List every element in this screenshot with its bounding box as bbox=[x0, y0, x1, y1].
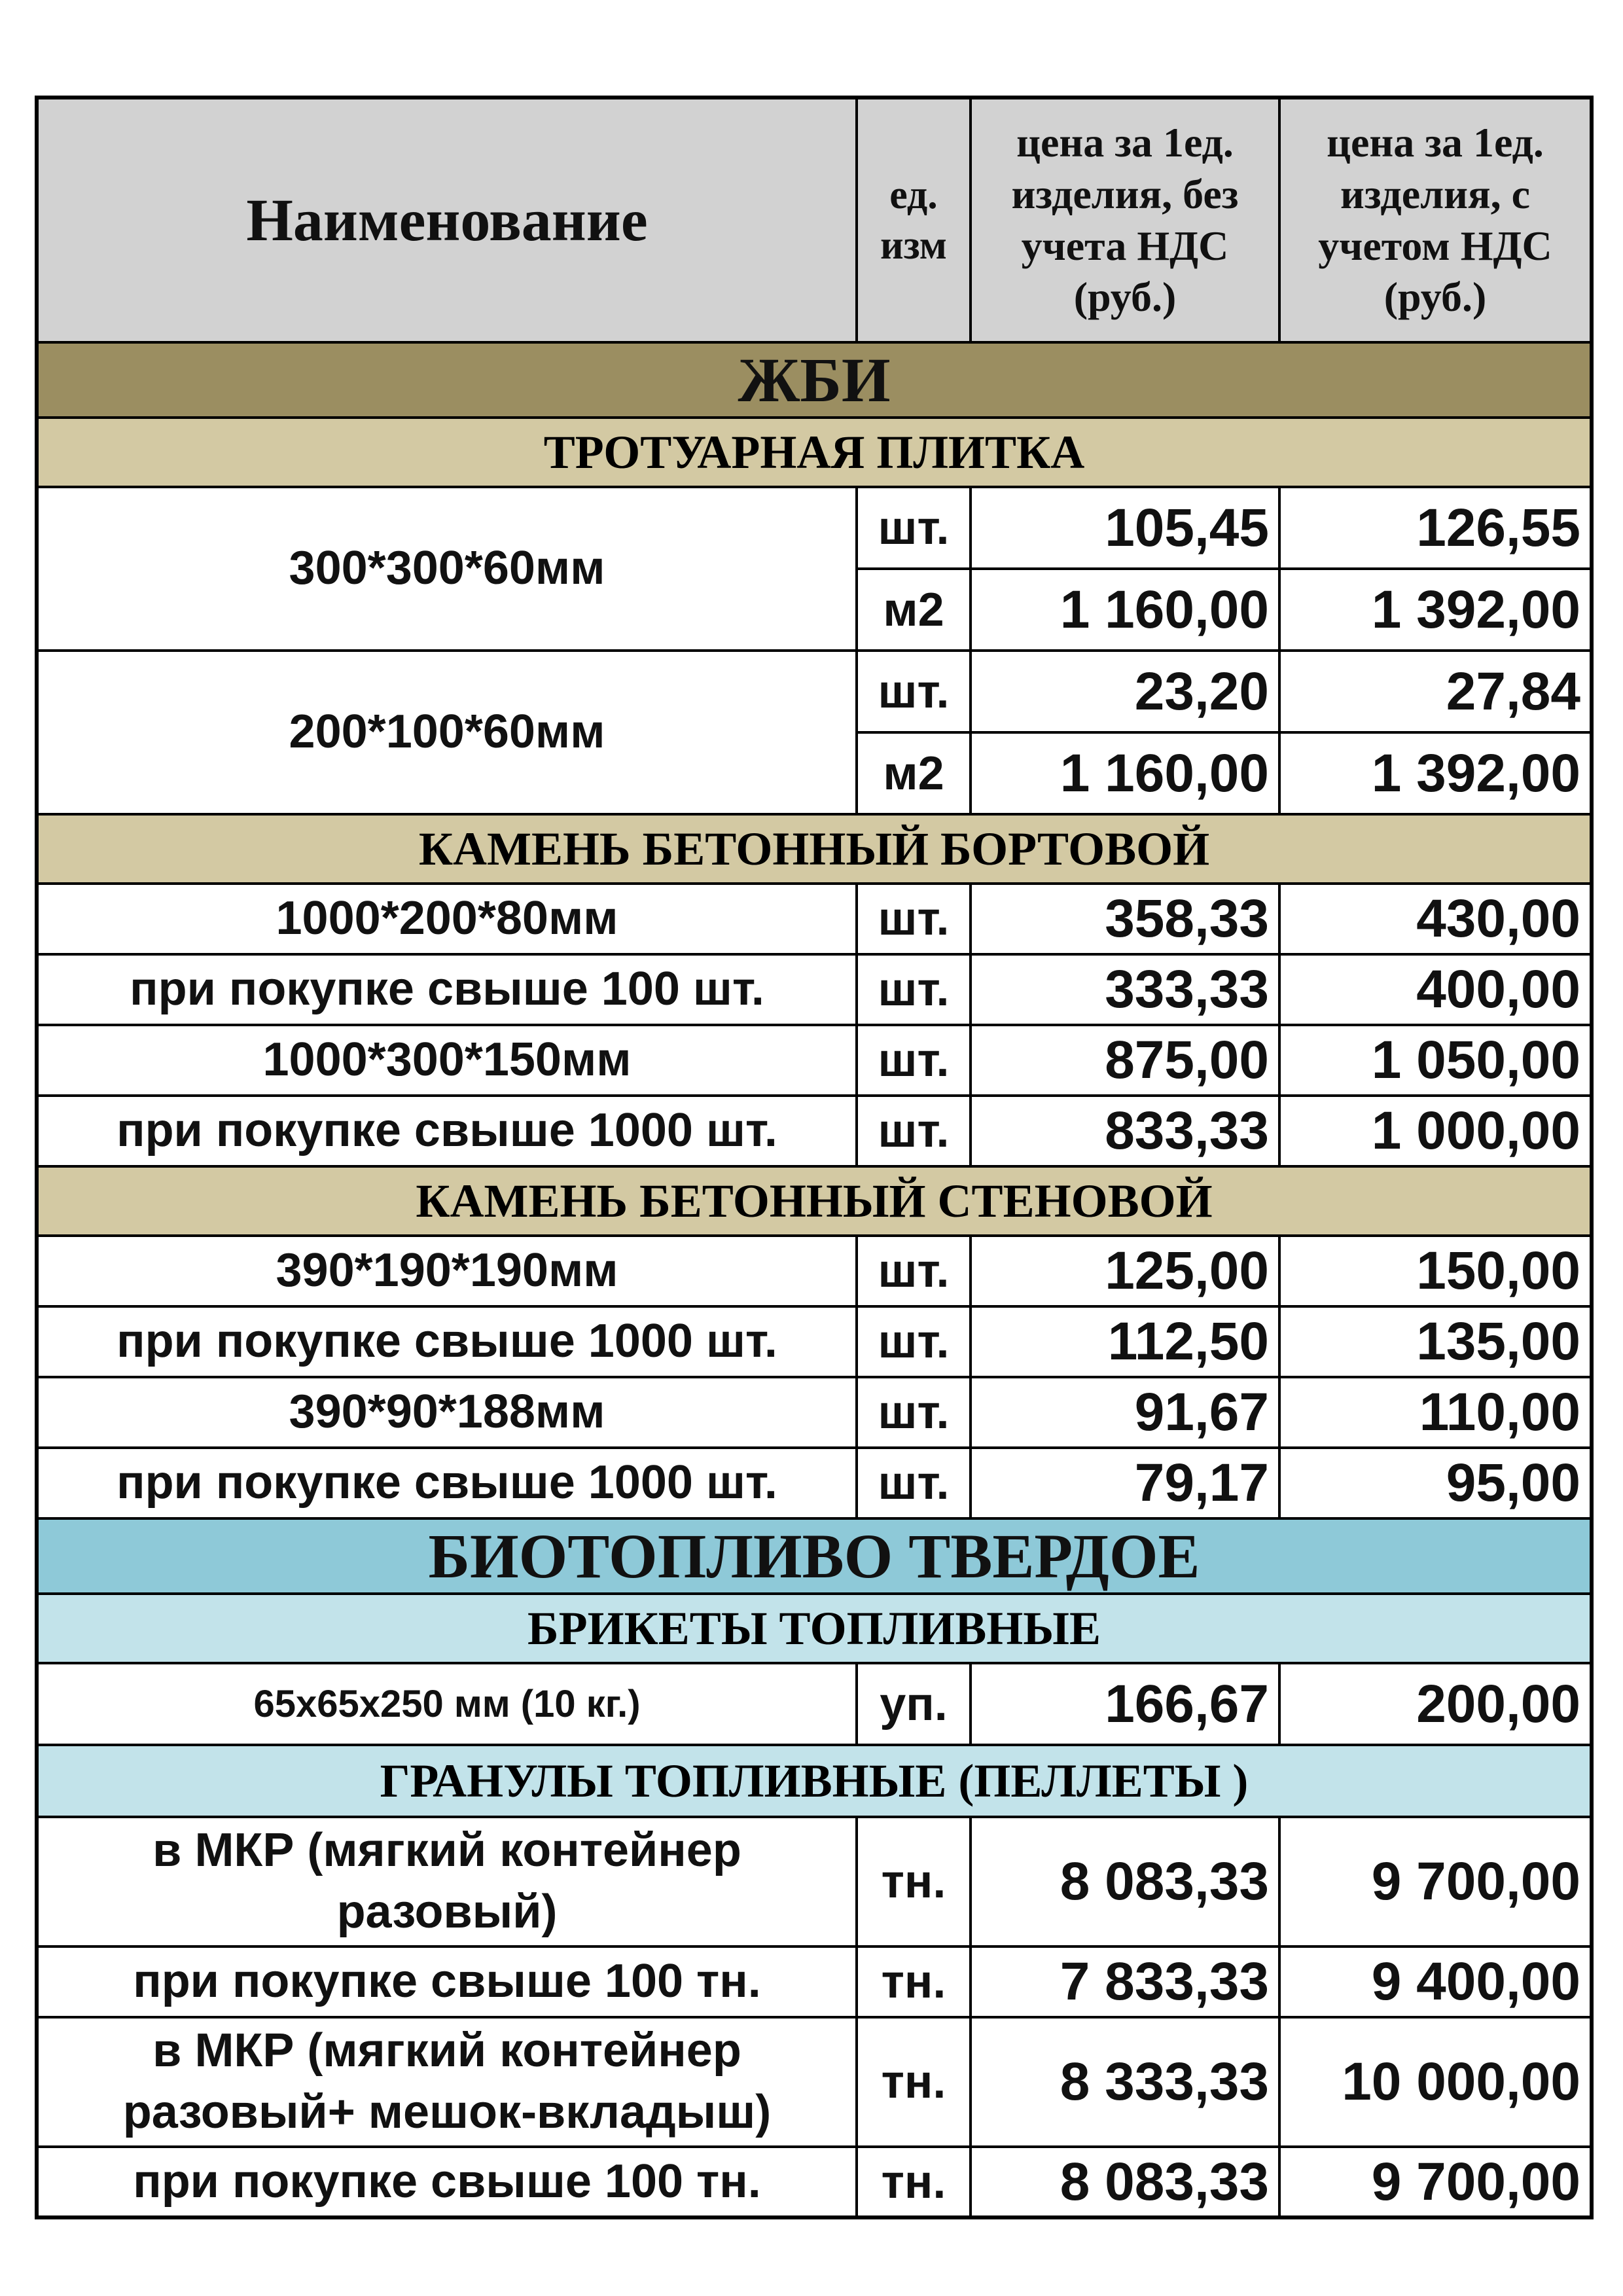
item-unit: шт. bbox=[857, 954, 971, 1025]
item-price: 7 833,33 bbox=[971, 1946, 1279, 2017]
subsection-row bbox=[37, 418, 1592, 487]
subsection-row bbox=[37, 1166, 1592, 1236]
header-price-no-vat: цена за 1ед. изделия, без учета НДС (руб.) bbox=[971, 98, 1279, 342]
item-price: 1 160,00 bbox=[971, 732, 1279, 814]
subsection-row bbox=[37, 814, 1592, 884]
subsection-title-curb: КАМЕНЬ БЕТОННЫЙ БОРТОВОЙ bbox=[37, 814, 1592, 884]
item-unit: уп. bbox=[857, 1663, 971, 1745]
table-row bbox=[37, 1448, 1592, 1518]
price-table bbox=[35, 96, 1594, 2219]
table-row bbox=[37, 1663, 1592, 1745]
item-price-vat: 9 700,00 bbox=[1279, 1817, 1592, 1946]
item-name: в МКР (мягкий контейнер разовый+ мешок-вкладыш) bbox=[37, 2017, 857, 2147]
table-row bbox=[37, 1946, 1592, 2017]
header-unit: ед. изм bbox=[857, 98, 971, 342]
item-price: 91,67 bbox=[971, 1377, 1279, 1448]
table-row bbox=[37, 1096, 1592, 1166]
table-row bbox=[37, 1236, 1592, 1306]
item-price-vat: 200,00 bbox=[1279, 1663, 1592, 1745]
table-row bbox=[37, 2017, 1592, 2147]
item-price: 8 333,33 bbox=[971, 2017, 1279, 2147]
subsection-row bbox=[37, 1594, 1592, 1663]
item-name: в МКР (мягкий контейнер разовый) bbox=[37, 1817, 857, 1946]
item-name: 300*300*60мм bbox=[37, 487, 857, 651]
item-name: 1000*200*80мм bbox=[37, 884, 857, 954]
item-name: при покупке свыше 1000 шт. bbox=[37, 1096, 857, 1166]
table-row bbox=[37, 1025, 1592, 1096]
subsection-title-wall: КАМЕНЬ БЕТОННЫЙ СТЕНОВОЙ bbox=[37, 1166, 1592, 1236]
item-price-vat: 9 700,00 bbox=[1279, 2147, 1592, 2217]
item-price-vat: 1 392,00 bbox=[1279, 569, 1592, 651]
table-row bbox=[37, 1817, 1592, 1946]
item-price-vat: 400,00 bbox=[1279, 954, 1592, 1025]
item-unit: шт. bbox=[857, 884, 971, 954]
item-name: при покупке свыше 1000 шт. bbox=[37, 1448, 857, 1518]
item-price-vat: 95,00 bbox=[1279, 1448, 1592, 1518]
item-name: 200*100*60мм bbox=[37, 651, 857, 814]
item-name: при покупке свыше 100 тн. bbox=[37, 2147, 857, 2217]
item-unit: м2 bbox=[857, 732, 971, 814]
subsection-title-pellets: ГРАНУЛЫ ТОПЛИВНЫЕ (ПЕЛЛЕТЫ ) bbox=[37, 1745, 1592, 1817]
item-price: 8 083,33 bbox=[971, 1817, 1279, 1946]
item-price: 105,45 bbox=[971, 487, 1279, 569]
item-unit: тн. bbox=[857, 1946, 971, 2017]
item-price-vat: 135,00 bbox=[1279, 1306, 1592, 1377]
item-price: 358,33 bbox=[971, 884, 1279, 954]
item-unit: шт. bbox=[857, 487, 971, 569]
item-price: 8 083,33 bbox=[971, 2147, 1279, 2217]
item-name: при покупке свыше 100 шт. bbox=[37, 954, 857, 1025]
item-unit: шт. bbox=[857, 1096, 971, 1166]
item-name: при покупке свыше 100 тн. bbox=[37, 1946, 857, 2017]
item-unit: шт. bbox=[857, 651, 971, 732]
table-row bbox=[37, 1306, 1592, 1377]
item-price: 833,33 bbox=[971, 1096, 1279, 1166]
item-name: 390*190*190мм bbox=[37, 1236, 857, 1306]
item-unit: шт. bbox=[857, 1236, 971, 1306]
item-price: 112,50 bbox=[971, 1306, 1279, 1377]
item-unit: м2 bbox=[857, 569, 971, 651]
table-row bbox=[37, 1377, 1592, 1448]
item-name: 390*90*188мм bbox=[37, 1377, 857, 1448]
item-price-vat: 150,00 bbox=[1279, 1236, 1592, 1306]
section-title-bio: БИОТОПЛИВО ТВЕРДОЕ bbox=[37, 1518, 1592, 1594]
item-name: 65x65x250 мм (10 кг.) bbox=[37, 1663, 857, 1745]
item-price-vat: 110,00 bbox=[1279, 1377, 1592, 1448]
item-unit: шт. bbox=[857, 1025, 971, 1096]
item-unit: шт. bbox=[857, 1448, 971, 1518]
item-price: 1 160,00 bbox=[971, 569, 1279, 651]
table-header-row bbox=[37, 98, 1592, 342]
item-name: 1000*300*150мм bbox=[37, 1025, 857, 1096]
item-price: 333,33 bbox=[971, 954, 1279, 1025]
item-unit: тн. bbox=[857, 2147, 971, 2217]
table-row bbox=[37, 487, 1592, 569]
item-unit: шт. bbox=[857, 1377, 971, 1448]
item-price-vat: 1 392,00 bbox=[1279, 732, 1592, 814]
header-price-vat: цена за 1ед. изделия, с учетом НДС (руб.) bbox=[1279, 98, 1592, 342]
item-price-vat: 430,00 bbox=[1279, 884, 1592, 954]
table-row bbox=[37, 884, 1592, 954]
item-unit: шт. bbox=[857, 1306, 971, 1377]
item-price-vat: 27,84 bbox=[1279, 651, 1592, 732]
item-price-vat: 1 000,00 bbox=[1279, 1096, 1592, 1166]
item-price-vat: 126,55 bbox=[1279, 487, 1592, 569]
table-row bbox=[37, 651, 1592, 732]
item-unit: тн. bbox=[857, 1817, 971, 1946]
section-row bbox=[37, 1518, 1592, 1594]
header-name: Наименование bbox=[37, 98, 857, 342]
item-price: 166,67 bbox=[971, 1663, 1279, 1745]
item-price: 875,00 bbox=[971, 1025, 1279, 1096]
item-name: при покупке свыше 1000 шт. bbox=[37, 1306, 857, 1377]
item-unit: тн. bbox=[857, 2017, 971, 2147]
item-price-vat: 9 400,00 bbox=[1279, 1946, 1592, 2017]
subsection-title-paving: ТРОТУАРНАЯ ПЛИТКА bbox=[37, 418, 1592, 487]
item-price: 125,00 bbox=[971, 1236, 1279, 1306]
item-price: 23,20 bbox=[971, 651, 1279, 732]
table-row bbox=[37, 954, 1592, 1025]
subsection-title-briquettes: БРИКЕТЫ ТОПЛИВНЫЕ bbox=[37, 1594, 1592, 1663]
section-title-zhbi: ЖБИ bbox=[37, 342, 1592, 418]
item-price: 79,17 bbox=[971, 1448, 1279, 1518]
subsection-row bbox=[37, 1745, 1592, 1817]
table-row bbox=[37, 2147, 1592, 2217]
section-row bbox=[37, 342, 1592, 418]
item-price-vat: 1 050,00 bbox=[1279, 1025, 1592, 1096]
item-price-vat: 10 000,00 bbox=[1279, 2017, 1592, 2147]
